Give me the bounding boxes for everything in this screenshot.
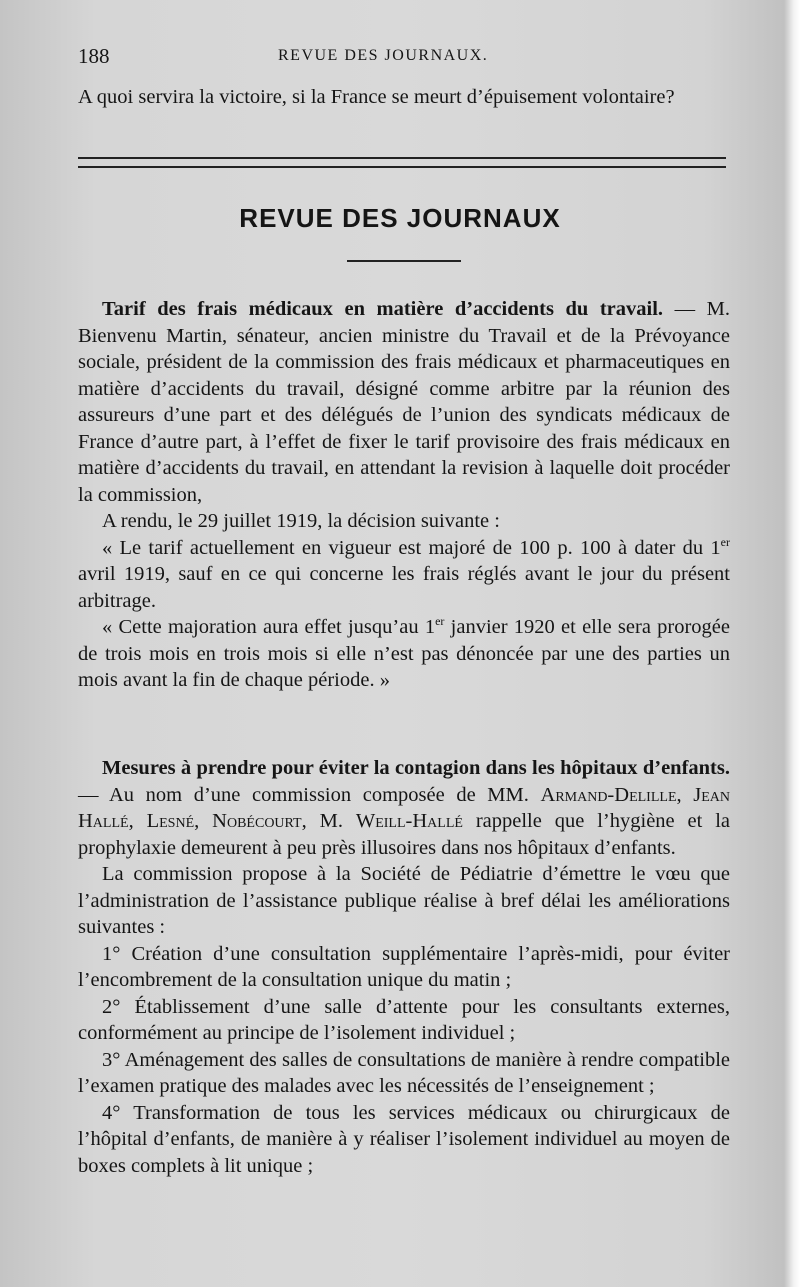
running-title: REVUE DES JOURNAUX. bbox=[278, 47, 489, 64]
author-name: Weill-Hallé bbox=[355, 810, 463, 832]
page-number: 188 bbox=[78, 44, 110, 68]
list-item: 3° Aménagement des salles de consultations de manière à rendre compatible l’examen pratique des malades avec les nécessités de l’enseignement ; bbox=[78, 1048, 730, 1097]
text-run: janvier 1920 et elle sera prorogée de trois mois en trois mois si elle n’est pas dénoncée par une des parties un mois avant la fin de chaque période. » bbox=[78, 616, 731, 691]
text-run: « Le tarif actuellement en vigueur est majoré de 100 p. 100 à dater du 1 bbox=[102, 536, 721, 559]
list-item: 1° Création d’une consultation supplémentaire l’après-midi, pour éviter l’encombrement de la consultation unique du matin ; bbox=[78, 942, 730, 991]
article-body: — M. Bienvenu Martin, sénateur, ancien ministre du Travail et de la Prévoyance sociale, président de la commission des frais médicaux et pharmaceutiques en matière d’accidents du travail, désigné comme arbitre par la réunion des assureurs d’une part et des délégués de l’union des syndicats médicaux de France d’autre part, à l’effet de fixer le tarif provisoire des frais médicaux en matière d’accidents du travail, en attendant la revision à laquelle doit procéder la commission, bbox=[78, 298, 731, 506]
article-paragraph bbox=[78, 755, 730, 861]
article-paragraph bbox=[78, 296, 730, 508]
article-paragraph bbox=[78, 535, 730, 615]
superscript: er bbox=[720, 534, 730, 549]
text-run: — Au nom d’une commission composée de MM. bbox=[78, 783, 541, 806]
author-name: Armand-Delille bbox=[540, 783, 677, 806]
text-run: avril 1919, sauf en ce qui concerne les frais réglés avant le jour du présent arbitrage. bbox=[78, 563, 730, 612]
section-title: REVUE DES JOURNAUX bbox=[239, 203, 561, 233]
text-run: rappelle que l’hygiène et la prophylaxie demeurent à peu près illusoires dans nos hôpitaux d’enfants. bbox=[78, 810, 731, 859]
intro-text: A quoi servira la victoire, si la France se meurt d’épuisement volontaire? bbox=[78, 86, 675, 108]
author-name: Jean Hallé bbox=[78, 783, 731, 832]
superscript: er bbox=[435, 614, 445, 629]
article-paragraph: La commission propose à la Société de Pédiatrie d’émettre le vœu que l’administration de l’assistance publique réalise à bref délai les améliorations suivantes : bbox=[78, 863, 730, 938]
page-edge bbox=[784, 0, 800, 1287]
article-heading: Tarif des frais médicaux en matière d’accidents du travail. bbox=[102, 298, 664, 320]
author-name: Nobécourt bbox=[212, 810, 302, 832]
text-run: « Cette majoration aura effet jusqu’au 1 bbox=[102, 616, 436, 638]
double-rule-divider bbox=[78, 157, 726, 168]
list-item: 4° Transformation de tous les services médicaux ou chirurgicaux de l’hôpital d’enfants, de manière à y réaliser l’isolement individuel au moyen de boxes complets à lit unique ; bbox=[78, 1101, 730, 1177]
article-contagion-measures bbox=[78, 755, 730, 1179]
text-run: , M. bbox=[301, 810, 356, 832]
intro-paragraph bbox=[78, 84, 730, 111]
author-name: Lesné bbox=[146, 810, 195, 832]
text-run: , bbox=[128, 810, 147, 832]
article-paragraph: A rendu, le 29 juillet 1919, la décision suivante : bbox=[102, 510, 500, 532]
text-run: , bbox=[194, 810, 213, 832]
list-item: 2° Établissement d’une salle d’attente pour les consultants externes, conformément au principe de l’isolement individuel ; bbox=[78, 995, 730, 1044]
article-accident-fees bbox=[78, 296, 730, 694]
text-run: , bbox=[676, 783, 694, 806]
running-header bbox=[78, 44, 722, 74]
article-heading: Mesures à prendre pour éviter la contagion dans les hôpitaux d’enfants. bbox=[102, 757, 730, 779]
short-rule-divider bbox=[347, 260, 461, 262]
article-paragraph bbox=[78, 614, 730, 694]
